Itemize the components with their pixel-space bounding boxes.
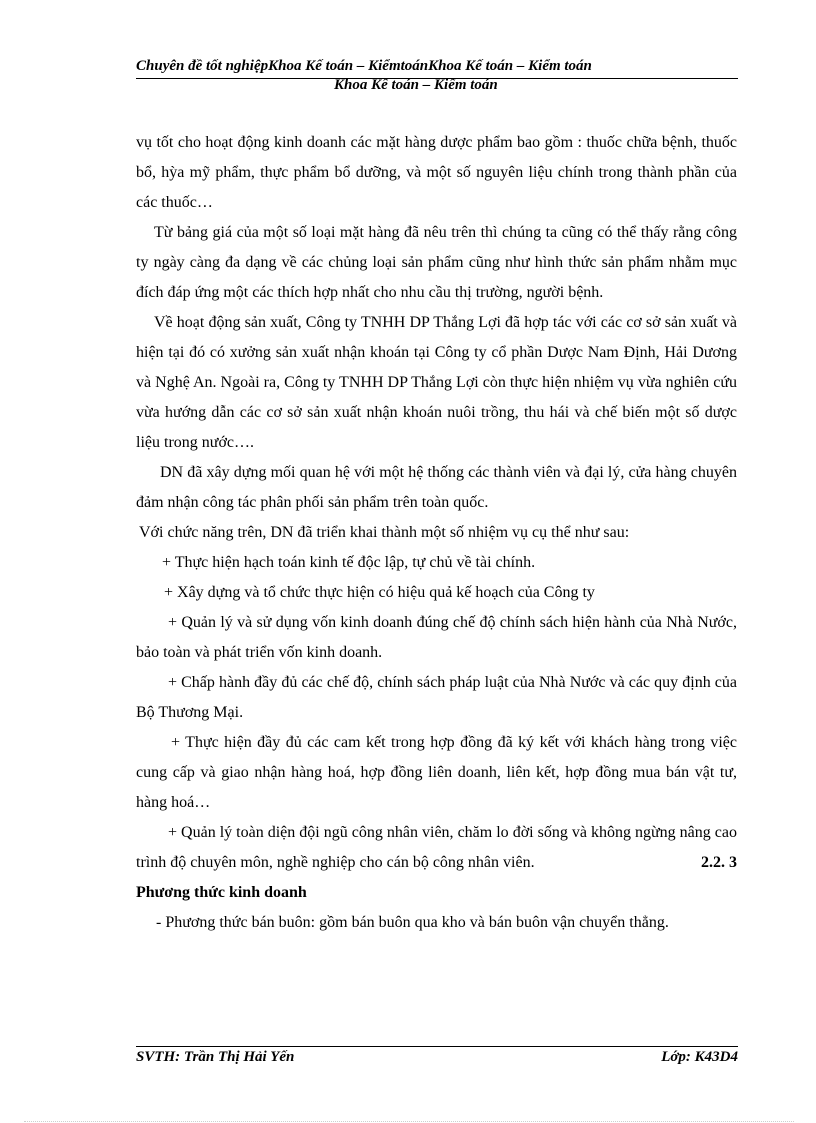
paragraph: Với chức năng trên, DN đã triển khai thành một số nhiệm vụ cụ thể như sau: (139, 524, 630, 541)
list-item: + Xây dựng và tổ chức thực hiện có hiệu quả kế hoạch của Công ty (164, 584, 595, 601)
running-header-line1: Chuyên đề tốt nghiệpKhoa Kế toán – KiểmtoánKhoa Kế toán – Kiểm toán (136, 58, 592, 74)
paragraph: vụ tốt cho hoạt động kinh doanh các mặt hàng dược phẩm bao gồm : thuốc chữa bệnh, thuốc bổ, hỳa mỹ phẩm, thực phẩm bổ dưỡng, và một số nguyên liệu chính trong thành phần của các thuốc… (136, 134, 737, 211)
list-item: + Thực hiện đầy đủ các cam kết trong hợp đồng đã ký kết với khách hàng trong việc cung cấp và giao nhận hàng hoá, hợp đồng liên doanh, liên kết, hợp đồng mua bán vật tư, hàng hoá… (136, 734, 737, 811)
section-heading (136, 848, 737, 908)
paragraph: DN đã xây dựng mối quan hệ với một hệ thống các thành viên và đại lý, cửa hàng chuyên đảm nhận công tác phân phối sản phẩm trên toàn quốc. (136, 464, 737, 511)
body-text (136, 128, 737, 938)
paragraph: - Phương thức bán buôn: gồm bán buôn qua kho và bán buôn vận chuyển thẳng. (156, 914, 669, 931)
list-item: + Thực hiện hạch toán kinh tế độc lập, tự chủ về tài chính. (162, 554, 536, 571)
paragraph: Về hoạt động sản xuất, Công ty TNHH DP Thắng Lợi đã hợp tác với các cơ sở sản xuất và hiện tại đó có xưởng sản xuất nhận khoán tại Công ty cổ phần Dược Nam Định, Hải Dương và Nghệ An. Ngoài ra, Công ty TNHH DP Thắng Lợi còn thực hiện nhiệm vụ vừa nghiên cứu vừa hướng dẫn các cơ sở sản xuất nhận khoán nuôi trồng, thu hái và chế biến một số dược liệu trong nước…. (136, 314, 737, 451)
paragraph: Từ bảng giá của một số loại mặt hàng đã nêu trên thì chúng ta cũng có thể thấy rằng công ty ngày càng đa dạng về các chủng loại sản phẩm cũng như hình thức sản phẩm nhằm mục đích đáp ứng một các thích hợp nhất cho nhu cầu thị trường, người bệnh. (136, 224, 737, 301)
page-edge-dots (24, 1121, 794, 1122)
list-item: + Quản lý và sử dụng vốn kinh doanh đúng chế độ chính sách hiện hành của Nhà Nước, bảo toàn và phát triển vốn kinh doanh. (136, 614, 737, 661)
footer-class: Lớp: K43D4 (661, 1049, 738, 1065)
running-header-line2: Khoa Kế toán – Kiểm toán (334, 77, 498, 93)
list-item: + Chấp hành đầy đủ các chế độ, chính sách pháp luật của Nhà Nước và các quy định của Bộ Thương Mại. (136, 674, 737, 721)
section-title: Phương thức kinh doanh (136, 884, 307, 901)
section-heading-text (136, 848, 737, 908)
footer-rule (136, 1046, 738, 1047)
section-number: 2.2. 3 (701, 854, 737, 871)
list-item: + Quản lý toàn diện đội ngũ công nhân viên, chăm lo đời sống và không ngừng nâng cao trình độ chuyên môn, nghề nghiệp cho cán bộ công nhân viên. (136, 824, 737, 871)
footer-student: SVTH: Trần Thị Hải Yến (136, 1049, 295, 1065)
